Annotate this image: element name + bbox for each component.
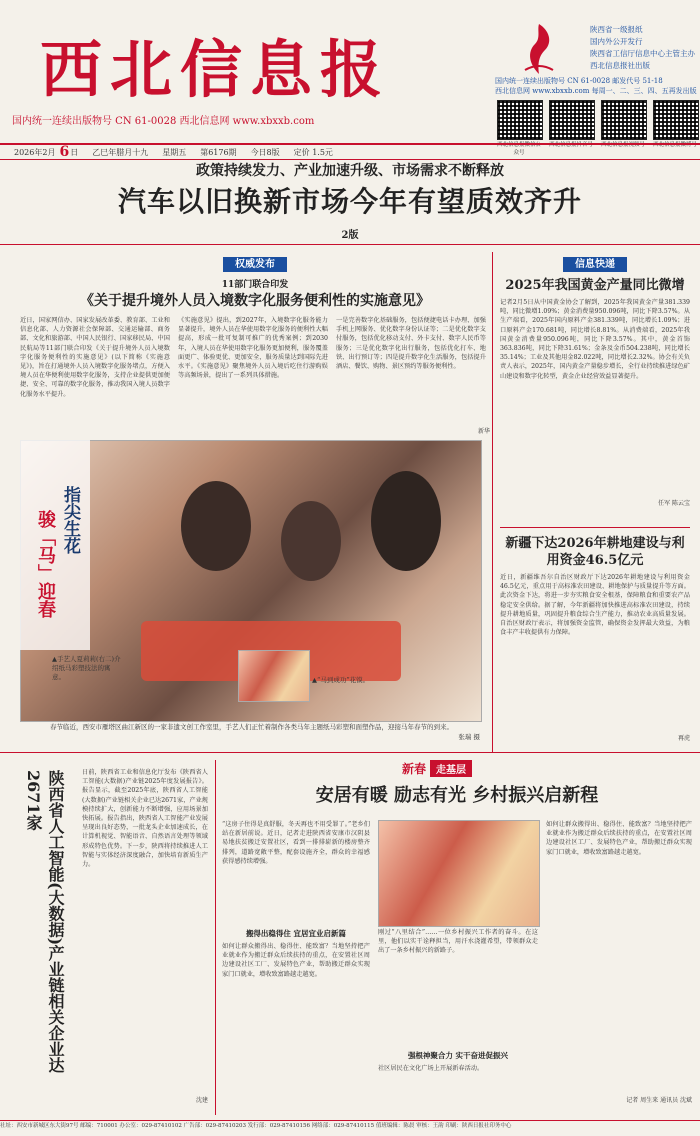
rural-photo[interactable] (378, 820, 540, 927)
divider (0, 752, 700, 753)
policy-kicker: 11部门联合印发 (221, 280, 289, 290)
footer: 社址：西安市新城区东大街97号 邮编：710001 办公室：029-87410102 广告部：029-87410203 发行部：029-87410156 网络部：029-87410115 值班编辑：陈晨 审核：王韵 印刷：陕西日报社印务中心 (0, 1120, 700, 1135)
qr-label: 西北信息报抖音号 (549, 142, 594, 148)
site-line: 西北信息网 www.xbxxb.com 每周一、二、三、四、五再发出版 (495, 87, 697, 95)
farmland-byline: 再虎 (677, 735, 690, 742)
qr-label: 西北信息报微信公众号 (497, 142, 542, 156)
qr-code-icon[interactable] (497, 100, 543, 140)
rural-caption: 社区居民在文化广场上开展新春活动。 (378, 1065, 484, 1072)
rural-tag-2: 走基层 (430, 760, 472, 777)
cn-info (495, 76, 700, 96)
issue-number: 第6176期 (200, 147, 237, 157)
policy-col-2: 《实施意见》提出，到2027年，入境数字化服务能力显著提升，境外人员在华使用数字化服务的便利性大幅提高，形成一批可复制可推广的优秀案例；到2030年，入境人员在华使用数字化服务更加便利，服务覆盖面更广、体验更优、更加安全，服务质量达到国际先进水平。《实施意见》聚焦境外人员入境后吃住行游购娱等高频场景，提出了一系列具体措施。 (178, 317, 328, 380)
section-label: 信息快递 (563, 257, 627, 272)
masthead-meta (590, 24, 698, 72)
photo-title-panel (20, 440, 90, 650)
rural-subhead-1: 搬得出稳得住 宜居宜业启新篇 (245, 929, 347, 938)
ai-body: 日前，陕西省工业和信息化厅发布《陕西省人工智能(大数据)产业链2025年度发展报告》。报告显示，截至2025年底，陕西省人工智能(大数据)产业链相关企业已达2671家，产业规模持续扩大，创新能力不断增强，应用场景加快拓展。报告指出，陕西省人工智能产业发展呈现出良好态势，一批龙头企业加速成长，在计算机视觉、智能语音、自然语言处理等领域形成特色优势。下一步，陕西将持续推进人工智能与实体经济深度融合，加快培育新质生产力。 (82, 769, 208, 869)
person-shape (371, 471, 441, 571)
date-day: 6 (59, 144, 70, 160)
rural-title[interactable]: 安居有暖 励志有光 乡村振兴启新程 (315, 785, 599, 806)
gold-title[interactable]: 2025年我国黄金产量同比微增 (505, 278, 685, 293)
page-count: 今日8版 (250, 147, 280, 157)
meta-line: 国内外公开发行 (590, 37, 643, 46)
policy-col-3: 一是完善数字化基础服务，包括便捷电话卡办理、加强手机上网服务、优化数字身份认证等；二是优化数字支付服务，包括优化移动支付、外卡支付、数字人民币等服务；三是优化数字化出行服务，包括优化打车、地铁、出行预订等；四是提升数字化生活服务，包括提升酒店、餐饮、购物、景区预约等服务便利性。 (336, 317, 486, 371)
rural-subhead-2: 强根神聚合力 实干奋进促振兴 (407, 1051, 509, 1060)
qr-code-icon[interactable] (549, 100, 595, 140)
photo-caption: 春节临近，西安市雁塔区曲江新区的一家非遗文创工作室里，手艺人们正忙着制作各类马年主题纸马彩塑和面塑作品，迎接马年春节的到来。 (50, 723, 453, 731)
column-divider (215, 760, 216, 1115)
meta-line: 陕西省工信厅信息中心主管主办 (590, 49, 695, 58)
farmland-article (500, 535, 690, 750)
policy-col-1: 近日，国家网信办、国家发展改革委、教育部、工业和信息化部、人力资源社会保障部、交通运输部、商务部、文化和旅游部、中国人民银行、国家移民局、中国民航局等11部门联合印发《关于提升境外人员入境数字化服务便利性的实施意见》(以下简称《实施意见》)，旨在打通境外人员入境数字化服务堵点，方便入境人员在华便利使用数字化服务，支持企业提供更加便捷、安全、可靠的数字化服务，推动我国入境人员数字化服务水平提升。 (20, 317, 170, 398)
column-divider (492, 252, 493, 752)
divider (0, 244, 700, 245)
price: 定价 1.5元 (293, 147, 333, 157)
farmland-body: 近日，新疆维吾尔自治区财政厅下达2026年耕地建设与利用资金46.5亿元，重点用于高标准农田建设、耕地保护与质量提升等方面。此次资金下达，将进一步夯实粮食安全根基，保障粮食和重要农产品稳定安全供给。据了解，今年新疆将加快推进高标准农田建设，持续提升耕地质量，巩固提升粮食综合生产能力，推动农业高质量发展。自治区财政厅表示，将加强资金监管，确保资金发挥最大效益，为粮食丰产丰收提供有力保障。 (500, 574, 690, 637)
photo-title: 指尖生花 (60, 486, 80, 554)
inset-photo[interactable] (238, 650, 310, 702)
rural-body-4: 如何让群众搬得出、稳得住、能致富？当地坚持把产业就业作为搬迁群众后续扶持的重点，在安置社区周边建设社区工厂、发展特色产业，帮助搬迁群众实现家门口就业，增收致富路越走越宽。 (546, 821, 692, 856)
date-day-suffix: 日 (70, 147, 79, 157)
policy-byline: 新华 (477, 428, 490, 435)
meta-line: 陕西省一级报纸 (590, 25, 643, 34)
qr-label: 西北信息报微博号 (653, 142, 698, 148)
gold-byline: 任军 陈云宝 (658, 500, 690, 507)
date-year-month: 2026年2月 (14, 147, 56, 157)
logo-subline: 国内统一连续出版物号 CN 61-0028 西北信息网 www.xbxxb.com (12, 116, 315, 127)
person-shape (281, 501, 341, 581)
ai-article (20, 760, 210, 1115)
divider (500, 527, 690, 528)
photo-credit: 张瑞 摄 (458, 733, 480, 741)
rural-body-1: “这房子住得是真舒服，冬天再也不用受罪了。”老乡们站在新居前说。近日，记者走进陕西省安康市汉阴县易地扶贫搬迁安置社区，看到一排排崭新的楼房整齐排列，道路宽敞平整，配套设施齐全，群众的幸福感获得感持续增强。 (222, 821, 370, 865)
emblem-icon (515, 20, 563, 78)
gold-article (500, 252, 690, 522)
rural-article (222, 760, 692, 1115)
section-label: 权威发布 (223, 257, 287, 272)
lunar-date: 乙巳年腊月十九 (92, 147, 149, 157)
lead-edition: 2版 (341, 230, 359, 241)
gold-body: 记者2月5日从中国黄金协会了解到，2025年我国黄金产量381.339吨，同比微增1.09%；黄金消费量950.096吨，同比下降3.57%。从生产端看，2025年国内原料产金381.339吨，同比增长1.09%；进口原料产金170.681吨，同比增长8.81%。从消费端看，2025年我国黄金消费量950.096吨，同比下降3.57%。其中，黄金首饰363.836吨，同比下降31.61%；金条及金币504.238吨，同比增长35.14%；工业及其他用金82.022吨，同比增长2.32%。协会有关负责人表示，2025年，国内黄金产量稳步增长，全行业持续推进绿色矿山建设和数字化转型，黄金企业经营效益显著提升。 (500, 299, 690, 380)
rural-body-3: 刚过“八里结合”……一位乡村振兴工作者的奋斗。在这里，他们以实干诠释担当，用汗水浇灌希望，带领群众走出了一条乡村振兴的新路子。 (378, 929, 538, 955)
policy-article (20, 252, 490, 435)
qr-label: 西北信息报视频号 (601, 142, 646, 148)
qr-code-icon[interactable] (601, 100, 647, 140)
policy-title[interactable]: 《关于提升境外人员入境数字化服务便利性的实施意见》 (80, 293, 430, 309)
photo-caption-left: ▲手艺人夏莉莉(右二)介绍纸马彩塑技法的寓意。 (52, 655, 121, 681)
lead-supertitle: 政策持续发力、产业加速升级、市场需求不断释放 (196, 163, 504, 179)
ai-byline: 沈建 (195, 1097, 208, 1104)
person-shape (181, 481, 251, 571)
weekday: 星期五 (162, 147, 187, 157)
photo-title-2: 骏「马」迎春 (35, 510, 56, 618)
photo-caption-small: ▲“马到成功”花馍。 (312, 676, 370, 684)
lead-headline[interactable]: 汽车以旧换新市场今年有望质效齐升 (117, 185, 582, 218)
dateline (0, 143, 700, 160)
farmland-title[interactable]: 新疆下达2026年耕地建设与利用资金46.5亿元 (505, 536, 685, 568)
ai-title[interactable]: 陕西省人工智能(大数据)产业链相关企业达2671家 (24, 770, 65, 1074)
qr-code-icon[interactable] (653, 100, 699, 140)
rural-byline: 记者 周生来 通讯员 沈斌 (626, 1097, 692, 1104)
meta-line: 西北信息报社出版 (590, 61, 650, 70)
cn-line: 国内统一连续出版物号 CN 61-0028 邮发代号 51-18 (495, 77, 663, 85)
rural-body-2: 如何让群众搬得出、稳得住、能致富？当地坚持把产业就业作为搬迁群众后续扶持的重点，在安置社区周边建设社区工厂、发展特色产业，帮助搬迁群众实现家门口就业，增收致富路越走越宽。 (222, 943, 370, 978)
rural-tag-1: 新春 (402, 762, 427, 776)
newspaper-logo: 西北信息报 (40, 33, 391, 106)
